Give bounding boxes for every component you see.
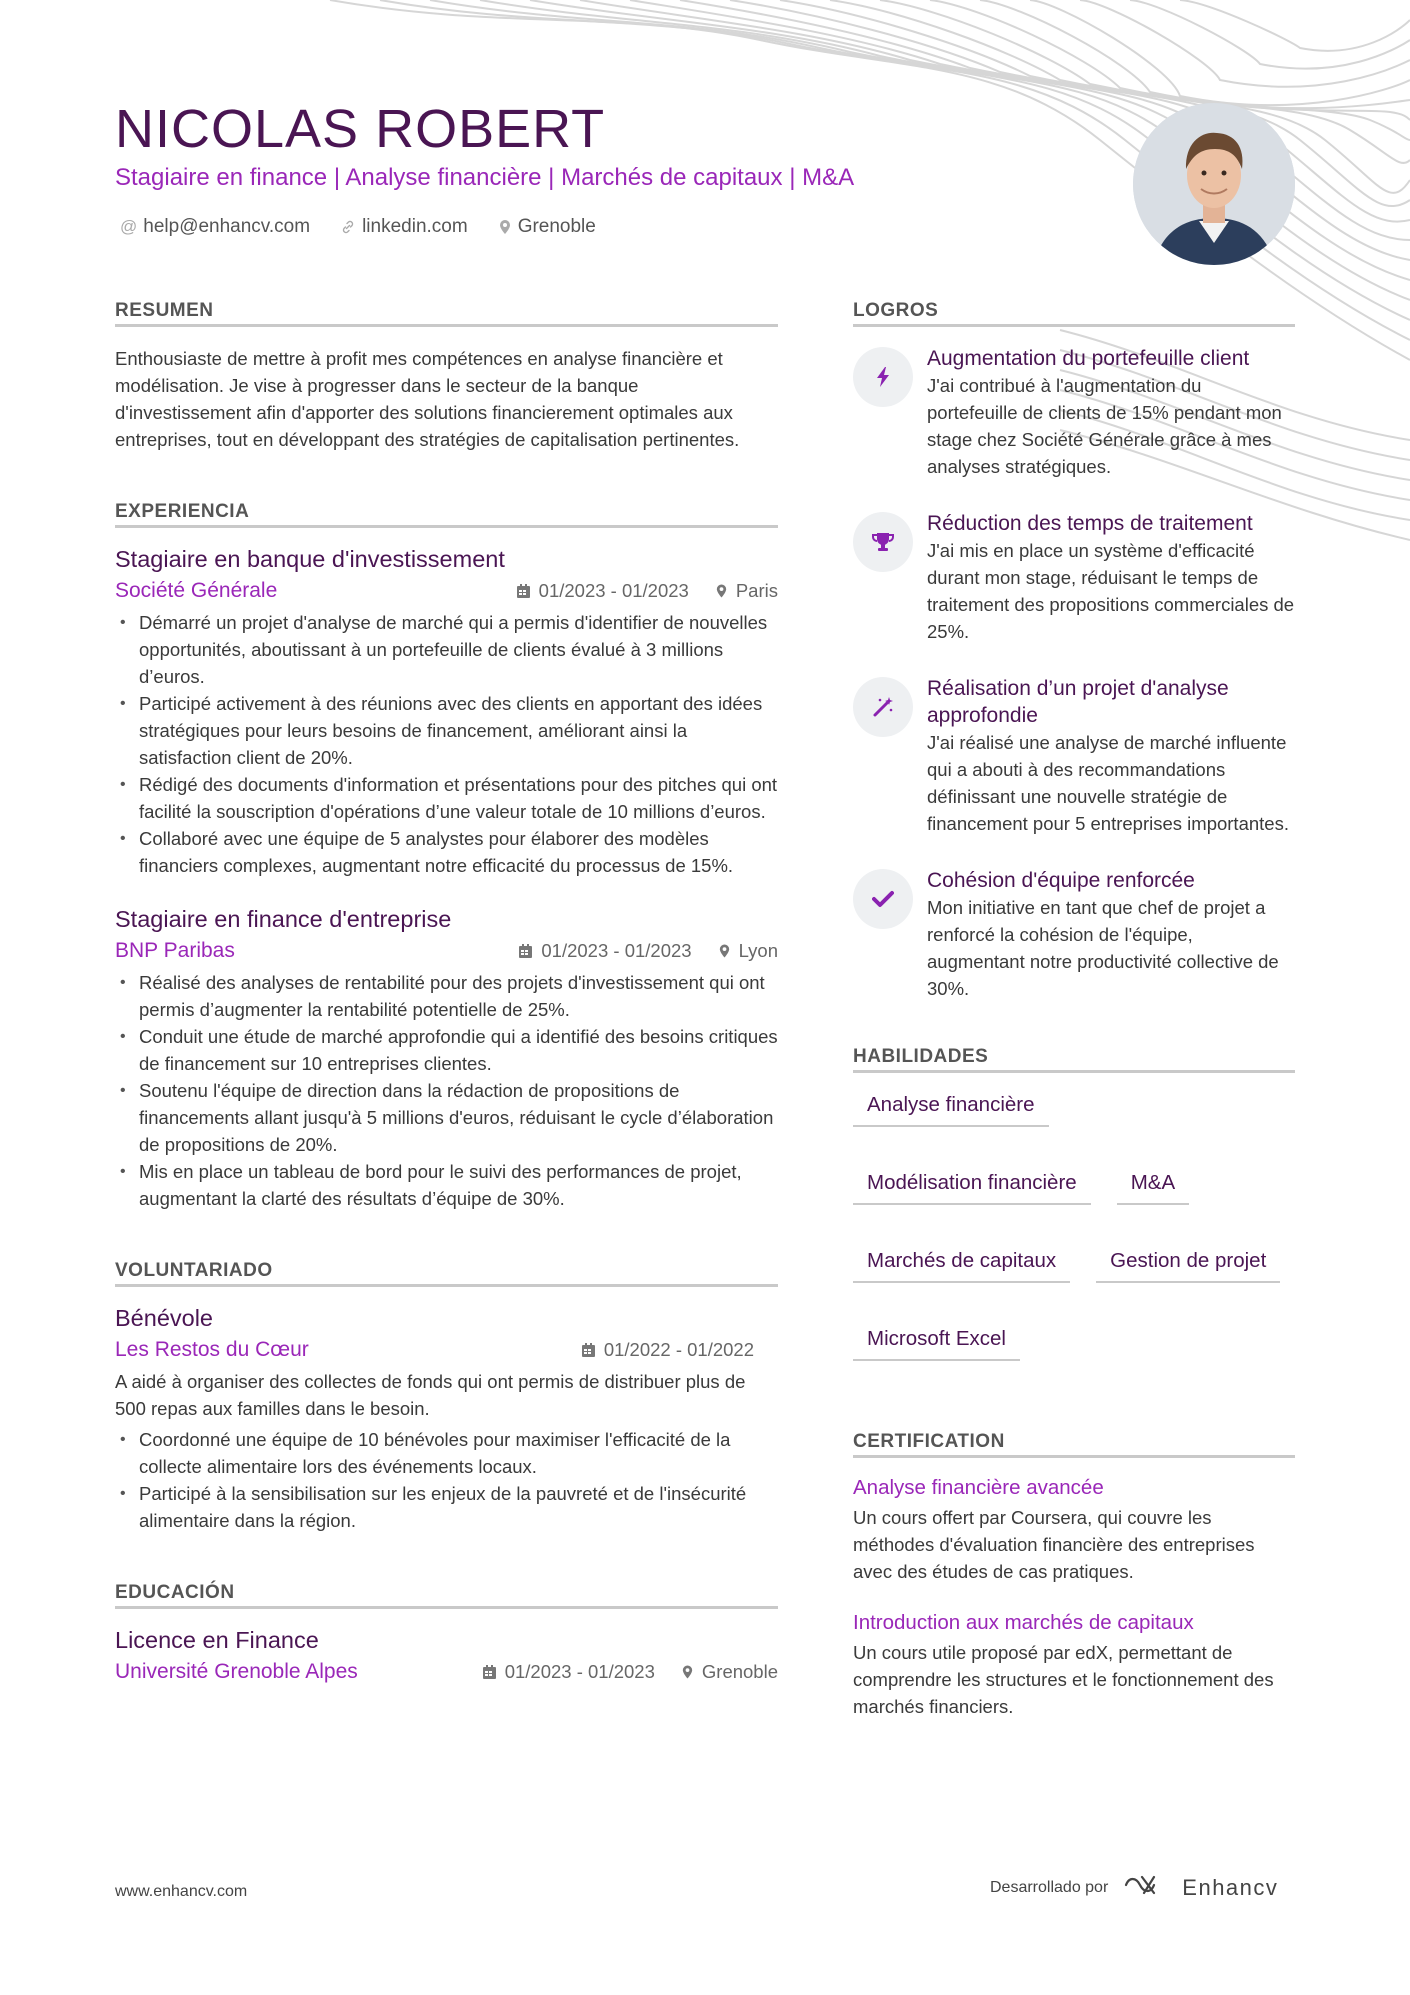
contact-linkedin[interactable] — [340, 216, 468, 238]
profile-photo — [1133, 103, 1295, 265]
certification-text: Un cours offert par Coursera, qui couvre les méthodes d'évaluation financière des entreprises avec des études de cas pratiques. — [853, 1507, 1255, 1582]
volunteer-section — [115, 1260, 778, 1534]
list-item: • Rédigé des documents d'information et présentations pour des pitches qui ont facilité la souscription d'opérations d’une valeur totale de 10 millions d’euros. — [115, 771, 778, 825]
experience-entry — [115, 546, 778, 879]
achievement-title: Réduction des temps de traitement — [927, 512, 1253, 535]
certification-section — [853, 1431, 1295, 1720]
powered-by-label: Desarrollado por — [990, 1878, 1109, 1896]
contact-location — [498, 216, 596, 238]
contact-location-text: Grenoble — [517, 216, 596, 237]
achievements-section — [853, 300, 1295, 1002]
footer-branding — [990, 1873, 1278, 1902]
achievement-title: Réalisation d’un projet d'analyse approfondie — [927, 677, 1229, 727]
achievement-item — [853, 675, 1295, 837]
certification-title: Introduction aux marchés de capitaux — [853, 1611, 1194, 1634]
certification-item — [853, 1611, 1295, 1720]
skills-list — [853, 1089, 1295, 1361]
education-dates — [482, 1661, 655, 1683]
calendar-icon — [482, 1664, 497, 1680]
achievement-title: Augmentation du portefeuille client — [927, 347, 1250, 370]
contact-linkedin-text: linkedin.com — [362, 216, 468, 237]
job-dates-text: 01/2023 - 01/2023 — [538, 580, 689, 601]
volunteer-bullets — [115, 1426, 778, 1534]
education-location — [681, 1661, 778, 1683]
location-pin-icon — [715, 583, 728, 599]
section-title-volunteer: VOLUNTARIADO — [115, 1260, 778, 1287]
list-item: • Réalisé des analyses de rentabilité pour des projets d'investissement qui ont permis d’augmenter la rentabilité potentielle de 25%. — [115, 969, 778, 1023]
volunteer-description: A aidé à organiser des collectes de fonds qui ont permis de distribuer plus de 500 repas aux familles dans le besoin. — [115, 1371, 746, 1419]
summary-text: Enthousiaste de mettre à profit mes compétences en analyse financière et modélisation. Je vise à progresser dans le secteur de la banque d'investissement afin d'apporter des solutions financierement optimales aux entreprises, tout en développant des stratégies de capitalisation pertinentes. — [115, 348, 740, 450]
list-item: • Conduit une étude de marché approfondie qui a identifié des besoins critiques de financement sur 10 entreprises clientes. — [115, 1023, 778, 1077]
education-location-text: Grenoble — [701, 1661, 778, 1682]
education-dates-text: 01/2023 - 01/2023 — [504, 1661, 655, 1682]
certification-text: Un cours utile proposé par edX, permettant de comprendre les structures et le fonctionnement des marchés financiers. — [853, 1642, 1274, 1717]
magic-wand-icon — [853, 677, 913, 737]
section-title-summary: RESUMEN — [115, 300, 778, 327]
skill-tag: Gestion de projet — [1096, 1245, 1280, 1283]
skills-section — [853, 1046, 1295, 1361]
school-name: Université Grenoble Alpes — [115, 1660, 358, 1683]
at-icon: @ — [120, 217, 138, 236]
left-column — [115, 300, 778, 1690]
job-location-text: Paris — [735, 580, 778, 601]
experience-section — [115, 501, 778, 1212]
job-dates-text: 01/2023 - 01/2023 — [541, 940, 692, 961]
achievement-item — [853, 345, 1295, 480]
location-pin-icon — [681, 1664, 694, 1680]
degree: Licence en Finance — [115, 1627, 319, 1653]
experience-entry — [115, 906, 778, 1212]
job-location — [715, 580, 778, 602]
section-title-education: EDUCACIÓN — [115, 1582, 778, 1609]
volunteer-role: Bénévole — [115, 1305, 213, 1331]
list-item: • Démarré un projet d'analyse de marché qui a permis d'identifier de nouvelles opportunités, aboutissant à un portefeuille de clients évalué à 3 millions d’euros. — [115, 609, 778, 690]
company-name: Société Générale — [115, 579, 278, 602]
summary-section — [115, 300, 778, 453]
brand-name: Enhancv — [1182, 1874, 1279, 1900]
volunteer-dates-text: 01/2022 - 01/2022 — [603, 1339, 754, 1360]
list-item: • Participé activement à des réunions avec des clients en apportant des idées stratégiques pour leurs besoins de financement, améliorant ainsi la satisfaction client de 20%. — [115, 690, 778, 771]
enhancv-logo-icon — [1122, 1873, 1168, 1902]
list-item: • Collaboré avec une équipe de 5 analystes pour élaborer des modèles financiers complexes, augmentant notre efficacité du processus de 15%. — [115, 825, 778, 879]
achievement-title: Cohésion d'équipe renforcée — [927, 869, 1195, 892]
location-pin-icon — [498, 219, 512, 235]
list-item: • Coordonné une équipe de 10 bénévoles pour maximiser l'efficacité de la collecte alimentaire lors des événements locaux. — [115, 1426, 778, 1480]
skill-tag: Marchés de capitaux — [853, 1245, 1070, 1283]
contact-email[interactable] — [120, 216, 310, 238]
volunteer-org: Les Restos du Cœur — [115, 1338, 309, 1361]
job-title: Stagiaire en banque d'investissement — [115, 546, 505, 572]
list-item: • Participé à la sensibilisation sur les enjeux de la pauvreté et de l'insécurité alimentaire dans la région. — [115, 1480, 778, 1534]
achievement-item — [853, 867, 1295, 1002]
achievement-text: J'ai mis en place un système d'efficacité durant mon stage, réduisant le temps de traitement des propositions commerciales de 25%. — [927, 540, 1295, 642]
achievement-text: J'ai réalisé une analyse de marché influente qui a abouti à des recommandations définissant une nouvelle stratégie de financement pour 5 entreprises importantes. — [927, 732, 1289, 834]
list-item: • Mis en place un tableau de bord pour le suivi des performances de projet, augmentant la clarté des résultats d’équipe de 30%. — [115, 1158, 778, 1212]
link-icon — [340, 219, 356, 235]
certification-title: Analyse financière avancée — [853, 1476, 1104, 1499]
job-dates — [518, 940, 691, 962]
section-title-achievements: LOGROS — [853, 300, 1295, 327]
achievement-item — [853, 510, 1295, 645]
calendar-icon — [581, 1342, 596, 1358]
company-name: BNP Paribas — [115, 939, 235, 962]
skill-tag: Analyse financière — [853, 1089, 1049, 1127]
contact-row — [120, 216, 596, 238]
achievement-text: Mon initiative en tant que chef de projet a renforcé la cohésion de l'équipe, augmentant notre productivité collective de 30%. — [927, 897, 1279, 999]
location-pin-icon — [718, 943, 731, 959]
list-item: • Soutenu l'équipe de direction dans la rédaction de propositions de financements allant jusqu'à 5 millions d'euros, réduisant le cycle d’élaboration de propositions de 20%. — [115, 1077, 778, 1158]
headline: Stagiaire en finance | Analyse financière | Marchés de capitaux | M&A — [115, 164, 855, 191]
job-dates — [516, 580, 689, 602]
job-bullets — [115, 969, 778, 1212]
job-location — [718, 940, 778, 962]
contact-email-text: help@enhancv.com — [143, 216, 311, 237]
checkmark-icon — [853, 869, 913, 929]
calendar-icon — [518, 943, 533, 959]
skill-tag: Modélisation financière — [853, 1167, 1091, 1205]
section-title-skills: HABILIDADES — [853, 1046, 1295, 1073]
job-title: Stagiaire en finance d'entreprise — [115, 906, 452, 932]
right-column — [853, 300, 1295, 1720]
trophy-icon — [853, 512, 913, 572]
job-location-text: Lyon — [738, 940, 778, 961]
skill-tag: Microsoft Excel — [853, 1323, 1020, 1361]
calendar-icon — [516, 583, 531, 599]
lightning-bolt-icon — [853, 347, 913, 407]
section-title-experience: EXPERIENCIA — [115, 501, 778, 528]
footer-website[interactable]: www.enhancv.com — [115, 1883, 248, 1900]
achievement-text: J'ai contribué à l'augmentation du portefeuille de clients de 15% pendant mon stage chez Société Générale grâce à mes analyses stratégiques. — [927, 375, 1282, 477]
volunteer-dates — [581, 1339, 754, 1361]
skill-tag: M&A — [1117, 1167, 1189, 1205]
certification-item — [853, 1476, 1295, 1585]
section-title-certification: CERTIFICATION — [853, 1431, 1295, 1458]
job-bullets — [115, 609, 778, 879]
candidate-name: NICOLAS ROBERT — [115, 99, 606, 159]
education-section — [115, 1582, 778, 1684]
